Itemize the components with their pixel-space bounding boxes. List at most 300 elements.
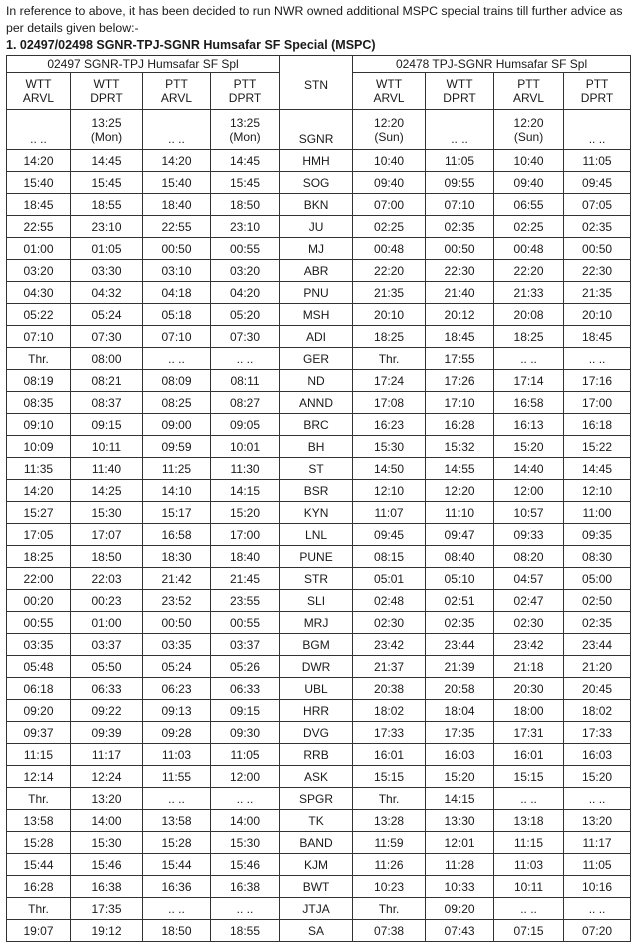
col-header: PTT ARVL (494, 73, 564, 110)
table-cell: 18:25 (353, 326, 426, 348)
table-row (7, 436, 631, 458)
station-cell: BRC (280, 414, 353, 436)
table-cell: 02:48 (353, 590, 426, 612)
table-cell: 15:20 (426, 766, 494, 788)
table-row (7, 810, 631, 832)
table-row (7, 414, 631, 436)
table-cell: 17:35 (426, 722, 494, 744)
table-cell: 16:58 (143, 524, 211, 546)
table-cell: 14:20 (7, 480, 71, 502)
table-cell: 06:23 (143, 678, 211, 700)
table-row (7, 568, 631, 590)
table-cell: .. .. (564, 348, 631, 370)
table-cell: 03:37 (211, 634, 280, 656)
table-row (7, 832, 631, 854)
table-cell: .. .. (494, 348, 564, 370)
table-cell: 10:40 (494, 150, 564, 172)
table-cell: 05:26 (211, 656, 280, 678)
table-row (7, 788, 631, 810)
table-cell: 14:55 (426, 458, 494, 480)
station-cell: LNL (280, 524, 353, 546)
table-cell: 09:33 (494, 524, 564, 546)
station-cell: ABR (280, 260, 353, 282)
station-cell: RRB (280, 744, 353, 766)
table-cell: .. .. (7, 110, 71, 150)
train-heading: 1. 02497/02498 SGNR-TPJ-SGNR Humsafar SF Special (MSPC) (6, 38, 376, 52)
table-row (7, 502, 631, 524)
table-cell: 17:00 (211, 524, 280, 546)
station-cell: ASK (280, 766, 353, 788)
table-row (7, 216, 631, 238)
table-cell: 04:32 (71, 282, 143, 304)
table-cell: 04:57 (494, 568, 564, 590)
table-cell: 16:28 (7, 876, 71, 898)
table-cell: 18:02 (564, 700, 631, 722)
table-cell: 08:21 (71, 370, 143, 392)
table-cell: 16:03 (564, 744, 631, 766)
table-cell: 05:00 (564, 568, 631, 590)
table-cell: 03:30 (71, 260, 143, 282)
table-cell: 22:55 (143, 216, 211, 238)
station-cell: JU (280, 216, 353, 238)
table-row (7, 678, 631, 700)
station-cell: MRJ (280, 612, 353, 634)
table-cell: 02:30 (353, 612, 426, 634)
table-cell: 05:22 (7, 304, 71, 326)
table-cell: 01:05 (71, 238, 143, 260)
station-cell: SPGR (280, 788, 353, 810)
table-cell: 17:33 (564, 722, 631, 744)
table-cell: 05:48 (7, 656, 71, 678)
table-row (7, 150, 631, 172)
table-cell: 12:01 (426, 832, 494, 854)
table-cell: 17:31 (494, 722, 564, 744)
table-cell: 14:00 (71, 810, 143, 832)
table-cell: 11:26 (353, 854, 426, 876)
station-cell: SGNR (280, 110, 353, 150)
table-cell: 12:10 (353, 480, 426, 502)
table-cell: 21:37 (353, 656, 426, 678)
station-cell: SA (280, 920, 353, 942)
right-train-title: 02478 TPJ-SGNR Humsafar SF Spl (353, 56, 631, 73)
table-cell: 12:10 (564, 480, 631, 502)
table-cell: 18:55 (71, 194, 143, 216)
station-cell: UBL (280, 678, 353, 700)
table-row (7, 260, 631, 282)
table-cell: 09:20 (7, 700, 71, 722)
table-cell: 08:11 (211, 370, 280, 392)
station-cell: JTJA (280, 898, 353, 920)
table-cell: 07:10 (426, 194, 494, 216)
table-cell: 16:13 (494, 414, 564, 436)
table-cell: 20:10 (353, 304, 426, 326)
table-cell: 10:23 (353, 876, 426, 898)
table-cell: 15:22 (564, 436, 631, 458)
table-cell: 02:25 (494, 216, 564, 238)
table-cell: 16:28 (426, 414, 494, 436)
table-cell: 15:40 (7, 172, 71, 194)
table-row (7, 304, 631, 326)
table-row (7, 282, 631, 304)
table-cell: 20:38 (353, 678, 426, 700)
table-cell: 03:35 (143, 634, 211, 656)
table-cell: 15:40 (143, 172, 211, 194)
table-cell: 00:48 (353, 238, 426, 260)
table-cell: 17:14 (494, 370, 564, 392)
table-cell: .. .. (143, 898, 211, 920)
station-cell: DVG (280, 722, 353, 744)
table-cell: 15:46 (71, 854, 143, 876)
table-cell: 11:05 (426, 150, 494, 172)
table-cell: 15:20 (564, 766, 631, 788)
table-cell: 15:30 (353, 436, 426, 458)
table-cell: 11:03 (494, 854, 564, 876)
table-cell: 14:10 (143, 480, 211, 502)
table-cell: 00:55 (211, 612, 280, 634)
table-cell: .. .. (211, 348, 280, 370)
table-cell: 18:45 (564, 326, 631, 348)
table-row (7, 590, 631, 612)
table-cell: 11:35 (7, 458, 71, 480)
table-cell: 11:59 (353, 832, 426, 854)
table-cell: 09:35 (564, 524, 631, 546)
station-cell: BSR (280, 480, 353, 502)
table-cell: 17:24 (353, 370, 426, 392)
table-cell: 22:30 (426, 260, 494, 282)
table-cell: 16:18 (564, 414, 631, 436)
table-cell: 14:20 (7, 150, 71, 172)
table-cell: 08:20 (494, 546, 564, 568)
table-cell: 13:28 (353, 810, 426, 832)
table-cell: 17:26 (426, 370, 494, 392)
table-cell: 08:09 (143, 370, 211, 392)
table-cell: 23:52 (143, 590, 211, 612)
table-cell: 09:22 (71, 700, 143, 722)
station-cell: BWT (280, 876, 353, 898)
table-cell: 00:50 (564, 238, 631, 260)
table-cell: 18:25 (7, 546, 71, 568)
table-cell: 20:10 (564, 304, 631, 326)
table-cell: 10:16 (564, 876, 631, 898)
table-cell: .. .. (564, 110, 631, 150)
table-cell: 13:20 (71, 788, 143, 810)
table-cell: 06:55 (494, 194, 564, 216)
table-cell: 09:45 (353, 524, 426, 546)
table-cell: 20:30 (494, 678, 564, 700)
table-cell: 11:07 (353, 502, 426, 524)
table-cell: 05:18 (143, 304, 211, 326)
col-header: WTT ARVL (7, 73, 71, 110)
table-row (7, 348, 631, 370)
table-cell: 21:42 (143, 568, 211, 590)
table-cell: 00:23 (71, 590, 143, 612)
table-cell: Thr. (353, 348, 426, 370)
table-cell: .. .. (564, 898, 631, 920)
table-cell: 09:30 (211, 722, 280, 744)
table-cell: 15:30 (71, 832, 143, 854)
table-cell: 22:30 (564, 260, 631, 282)
col-header: PTT DPRT (564, 73, 631, 110)
table-cell: 15:15 (353, 766, 426, 788)
table-cell: 15:15 (494, 766, 564, 788)
station-cell: BGM (280, 634, 353, 656)
table-cell: 13:20 (564, 810, 631, 832)
table-cell: 08:19 (7, 370, 71, 392)
table-cell: 19:07 (7, 920, 71, 942)
table-cell: 09:15 (211, 700, 280, 722)
table-row (7, 480, 631, 502)
table-cell: 23:42 (353, 634, 426, 656)
table-cell: 10:11 (494, 876, 564, 898)
table-cell: 09:39 (71, 722, 143, 744)
table-cell: 09:40 (494, 172, 564, 194)
table-cell: 06:33 (211, 678, 280, 700)
table-cell: 07:30 (211, 326, 280, 348)
table-cell: 02:35 (426, 612, 494, 634)
station-cell: PNU (280, 282, 353, 304)
table-row (7, 546, 631, 568)
table-row (7, 744, 631, 766)
section-header-row (7, 56, 631, 73)
table-cell: 15:30 (71, 502, 143, 524)
table-cell: 13:25 (Mon) (71, 110, 143, 150)
table-cell: 14:25 (71, 480, 143, 502)
table-cell: 14:20 (143, 150, 211, 172)
table-cell: 11:10 (426, 502, 494, 524)
table-cell: 08:40 (426, 546, 494, 568)
table-cell: 15:28 (7, 832, 71, 854)
station-cell: SOG (280, 172, 353, 194)
station-cell: GER (280, 348, 353, 370)
table-cell: 11:17 (564, 832, 631, 854)
table-cell: 15:44 (7, 854, 71, 876)
table-cell: .. .. (211, 788, 280, 810)
table-cell: 18:50 (143, 920, 211, 942)
table-cell: .. .. (494, 898, 564, 920)
table-cell: 06:18 (7, 678, 71, 700)
table-cell: 18:50 (71, 546, 143, 568)
table-cell: 14:00 (211, 810, 280, 832)
table-cell: 07:20 (564, 920, 631, 942)
table-cell: 10:11 (71, 436, 143, 458)
table-cell: 02:51 (426, 590, 494, 612)
table-cell: 18:25 (494, 326, 564, 348)
table-cell: 08:35 (7, 392, 71, 414)
table-cell: 05:01 (353, 568, 426, 590)
table-cell: 17:10 (426, 392, 494, 414)
table-row (7, 524, 631, 546)
table-cell: 14:50 (353, 458, 426, 480)
table-cell: Thr. (7, 788, 71, 810)
table-cell: 11:30 (211, 458, 280, 480)
station-cell: TK (280, 810, 353, 832)
station-cell: MSH (280, 304, 353, 326)
table-cell: 23:55 (211, 590, 280, 612)
table-cell: 18:45 (426, 326, 494, 348)
table-cell: 11:40 (71, 458, 143, 480)
table-cell: 04:20 (211, 282, 280, 304)
table-cell: 11:05 (564, 854, 631, 876)
col-header: PTT ARVL (143, 73, 211, 110)
table-cell: 16:38 (71, 876, 143, 898)
table-cell: 15:20 (211, 502, 280, 524)
table-row (7, 238, 631, 260)
timetable (6, 55, 631, 942)
table-cell: .. .. (143, 788, 211, 810)
station-cell: HRR (280, 700, 353, 722)
table-cell: Thr. (7, 898, 71, 920)
table-cell: 10:09 (7, 436, 71, 458)
left-train-title: 02497 SGNR-TPJ Humsafar SF Spl (7, 56, 280, 73)
table-cell: 12:14 (7, 766, 71, 788)
table-cell: 17:07 (71, 524, 143, 546)
table-cell: Thr. (353, 788, 426, 810)
table-row (7, 172, 631, 194)
table-cell: 11:55 (143, 766, 211, 788)
table-cell: 12:00 (494, 480, 564, 502)
table-cell: 16:01 (494, 744, 564, 766)
table-cell: 21:35 (564, 282, 631, 304)
col-header: WTT DPRT (71, 73, 143, 110)
table-cell: 09:10 (7, 414, 71, 436)
table-cell: 17:05 (7, 524, 71, 546)
table-row (7, 612, 631, 634)
table-cell: 18:30 (143, 546, 211, 568)
table-row (7, 898, 631, 920)
table-cell: 03:20 (7, 260, 71, 282)
table-cell: 14:15 (211, 480, 280, 502)
table-cell: 10:40 (353, 150, 426, 172)
table-cell: 16:23 (353, 414, 426, 436)
stn-header: STN (280, 56, 353, 110)
table-cell: 10:01 (211, 436, 280, 458)
table-cell: 13:18 (494, 810, 564, 832)
table-cell: 07:15 (494, 920, 564, 942)
table-cell: 23:44 (426, 634, 494, 656)
table-row (7, 766, 631, 788)
table-cell: 09:13 (143, 700, 211, 722)
table-cell: 12:24 (71, 766, 143, 788)
table-cell: 07:10 (7, 326, 71, 348)
table-cell: 03:10 (143, 260, 211, 282)
table-row-origin (7, 110, 631, 150)
table-cell: 04:18 (143, 282, 211, 304)
table-cell: 11:15 (494, 832, 564, 854)
table-cell: 21:35 (353, 282, 426, 304)
table-cell: 19:12 (71, 920, 143, 942)
table-cell: 10:57 (494, 502, 564, 524)
table-cell: 14:45 (211, 150, 280, 172)
table-cell: .. .. (494, 788, 564, 810)
station-cell: SLI (280, 590, 353, 612)
table-cell: 07:05 (564, 194, 631, 216)
table-cell: 14:45 (564, 458, 631, 480)
table-cell: 08:30 (564, 546, 631, 568)
table-cell: 12:20 (Sun) (494, 110, 564, 150)
station-cell: BKN (280, 194, 353, 216)
table-cell: 15:45 (71, 172, 143, 194)
table-cell: Thr. (353, 898, 426, 920)
table-cell: 16:38 (211, 876, 280, 898)
table-cell: 23:10 (211, 216, 280, 238)
table-cell: 09:28 (143, 722, 211, 744)
table-row (7, 722, 631, 744)
table-cell: 02:25 (353, 216, 426, 238)
table-cell: 15:27 (7, 502, 71, 524)
table-cell: 18:40 (211, 546, 280, 568)
table-cell: 17:00 (564, 392, 631, 414)
table-cell: 15:17 (143, 502, 211, 524)
station-cell: ANND (280, 392, 353, 414)
table-cell: 11:28 (426, 854, 494, 876)
table-cell: 21:39 (426, 656, 494, 678)
table-cell: 21:33 (494, 282, 564, 304)
table-cell: 12:20 (Sun) (353, 110, 426, 150)
table-cell: 00:20 (7, 590, 71, 612)
table-cell: 18:55 (211, 920, 280, 942)
table-cell: 07:30 (71, 326, 143, 348)
table-cell: 05:50 (71, 656, 143, 678)
table-row (7, 656, 631, 678)
station-cell: PUNE (280, 546, 353, 568)
col-header: WTT DPRT (426, 73, 494, 110)
table-cell: 01:00 (7, 238, 71, 260)
table-cell: 18:00 (494, 700, 564, 722)
table-cell: .. .. (211, 898, 280, 920)
table-cell: 09:20 (426, 898, 494, 920)
table-row (7, 392, 631, 414)
table-cell: .. .. (564, 788, 631, 810)
table-cell: 07:38 (353, 920, 426, 942)
table-cell: 09:45 (564, 172, 631, 194)
table-cell: 00:55 (7, 612, 71, 634)
table-cell: 18:50 (211, 194, 280, 216)
table-cell: 02:30 (494, 612, 564, 634)
table-cell: 17:33 (353, 722, 426, 744)
table-cell: 11:17 (71, 744, 143, 766)
table-cell: 21:18 (494, 656, 564, 678)
table-cell: 20:58 (426, 678, 494, 700)
table-cell: 02:35 (564, 216, 631, 238)
table-cell: 00:48 (494, 238, 564, 260)
table-cell: 07:43 (426, 920, 494, 942)
table-row (7, 458, 631, 480)
table-row (7, 876, 631, 898)
table-cell: 09:37 (7, 722, 71, 744)
table-cell: Thr. (7, 348, 71, 370)
table-cell: 18:40 (143, 194, 211, 216)
table-cell: 05:20 (211, 304, 280, 326)
table-cell: 21:20 (564, 656, 631, 678)
table-cell: 03:20 (211, 260, 280, 282)
table-cell: 15:44 (143, 854, 211, 876)
intro-text: In reference to above, it has been decided to run NWR owned additional MSPC special trains till further advice as per details given below:- (6, 4, 623, 35)
table-cell: 20:08 (494, 304, 564, 326)
table-cell: 20:45 (564, 678, 631, 700)
table-cell: 03:37 (71, 634, 143, 656)
station-cell: ND (280, 370, 353, 392)
table-cell: 02:50 (564, 590, 631, 612)
table-cell: 05:10 (426, 568, 494, 590)
table-cell: 15:30 (211, 832, 280, 854)
table-cell: 02:47 (494, 590, 564, 612)
table-cell: 16:01 (353, 744, 426, 766)
table-cell: 07:00 (353, 194, 426, 216)
table-cell: 08:27 (211, 392, 280, 414)
table-cell: 08:00 (71, 348, 143, 370)
table-cell: 15:32 (426, 436, 494, 458)
station-cell: KJM (280, 854, 353, 876)
